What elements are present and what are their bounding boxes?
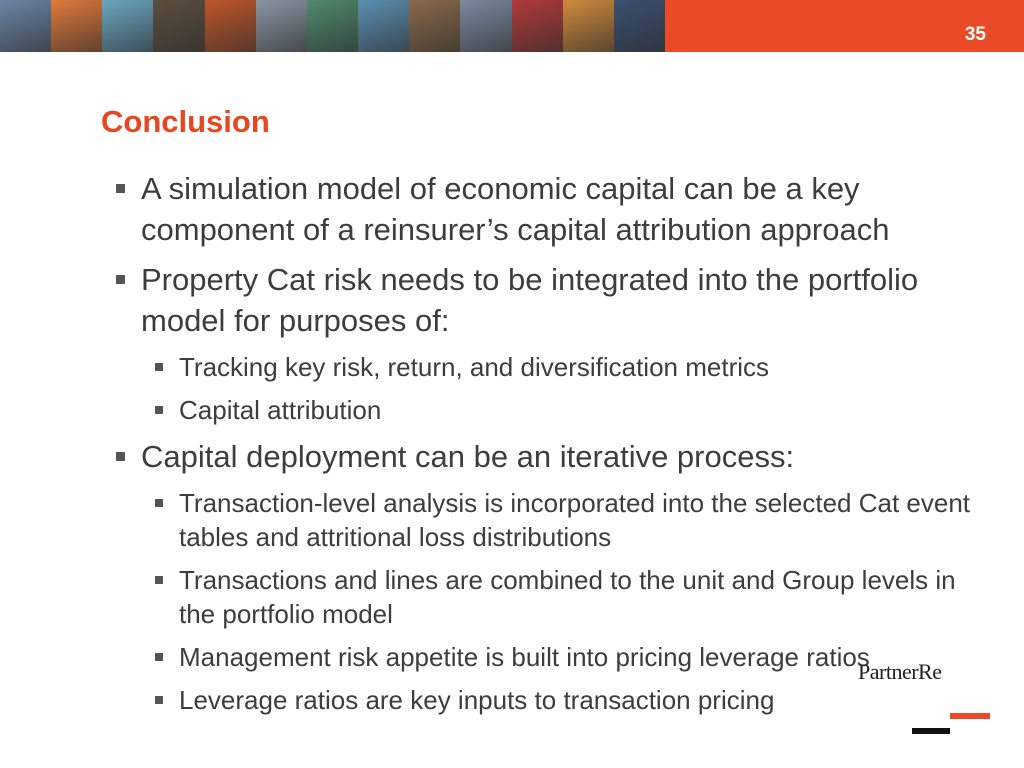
logo-accent-red	[950, 713, 990, 719]
header-photo-strip	[0, 0, 665, 52]
hands-sunset-photo	[205, 0, 256, 52]
bullet-square-icon	[155, 653, 163, 661]
bullet-square-icon	[155, 406, 163, 414]
bullet-square-icon	[155, 576, 163, 584]
sub-bullet-item	[112, 563, 992, 631]
header-bar	[665, 0, 1024, 52]
sub-bullet-item	[112, 350, 992, 384]
sunset-skyline-photo	[51, 0, 102, 52]
bullet-square-icon	[116, 275, 125, 284]
slide-title: Conclusion	[101, 104, 270, 139]
bullet-text: A simulation model of economic capital can be a key component of a reinsurer’s capital attribution approach	[141, 171, 890, 247]
wind-turbines-photo	[153, 0, 204, 52]
leaf-texture-photo	[307, 0, 358, 52]
bullet-text: Management risk appetite is built into pricing leverage ratios	[179, 642, 870, 672]
sub-bullet-item	[112, 486, 992, 554]
refinery-photo	[460, 0, 511, 52]
bullet-item	[112, 259, 992, 341]
bullet-text: Capital attribution	[179, 395, 382, 425]
partnerre-logo: PartnerRe	[858, 659, 942, 684]
bullet-square-icon	[155, 363, 163, 371]
bullet-text: Capital deployment can be an iterative process:	[141, 439, 795, 474]
coastal-view-photo	[358, 0, 409, 52]
bullet-item	[112, 436, 992, 477]
sub-bullet-item	[112, 393, 992, 427]
bullet-square-icon	[116, 452, 125, 461]
sub-bullet-item	[112, 683, 992, 717]
brain-scan-photo	[409, 0, 460, 52]
ocean-wave-photo	[102, 0, 153, 52]
bullet-square-icon	[116, 184, 125, 193]
bullet-list	[112, 168, 992, 726]
bullet-square-icon	[155, 499, 163, 507]
containers-photo	[512, 0, 563, 52]
skyscraper-photo	[256, 0, 307, 52]
bullet-item	[112, 168, 992, 250]
bullet-text: Transaction-level analysis is incorporated into the selected Cat event tables and attritional loss distributions	[179, 488, 971, 552]
storage-tanks-photo	[0, 0, 51, 52]
bullet-text: Leverage ratios are key inputs to transaction pricing	[179, 685, 775, 715]
bullet-text: Transactions and lines are combined to the unit and Group levels in the portfolio model	[179, 565, 956, 629]
cargo-ship-photo	[614, 0, 665, 52]
page-number: 35	[964, 24, 986, 45]
bullet-square-icon	[155, 696, 163, 704]
logo-accent-black	[912, 728, 950, 734]
crane-photo	[563, 0, 614, 52]
bullet-text: Property Cat risk needs to be integrated into the portfolio model for purposes of:	[141, 262, 919, 338]
bullet-text: Tracking key risk, return, and diversification metrics	[179, 352, 770, 382]
